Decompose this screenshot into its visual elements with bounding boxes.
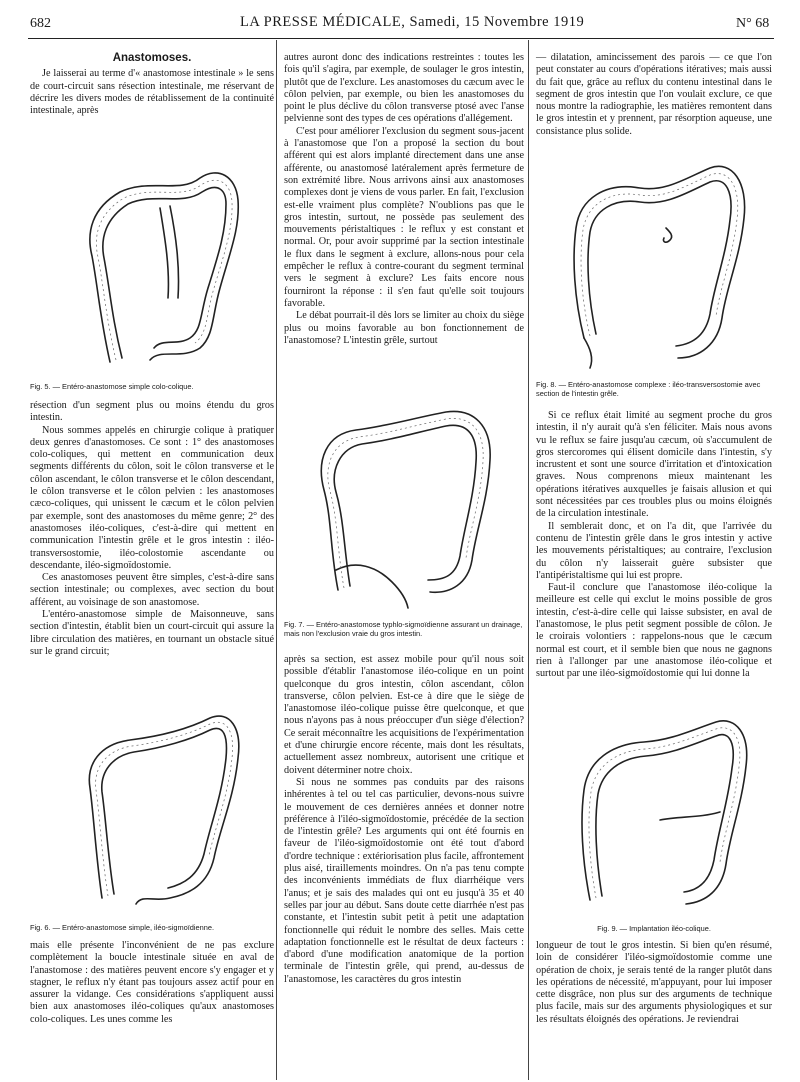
paragraph: autres auront donc des indications restreintes : toutes les fois qu'il s'agira, par exemple, de soulager le gros intestin, plutôt que de l'exclure. Les anastomoses du cæcum avec le côlon pelvien, par exemple, ou bien les anastomoses du point le plus déclive du côlon transverse ptosé avec l'anse pelvienne sont des types de ces opérations d'allégement. bbox=[284, 52, 524, 125]
paragraph: après sa section, est assez mobile pour qu'il nous soit possible d'établir l'anastomose iléo-colique en un point quelconque du gros intestin, côlon ascendant, côlon transverse, côlon pelvien. Est-ce à dire que le siège de l'anastomose iléo-colique puisse être quelconque, et que nous n'ayons pas à nous préoccuper d'un siège d'élection? Ce serait méconnaître les acquisitions de l'expérimentation et d'une chirurgie encore récente, mais dont les résultats, actuellement assez nombreux, autorisent une critique et doivent déterminer notre choix. bbox=[284, 654, 524, 776]
colon-diagram-fig6 bbox=[50, 698, 260, 913]
paragraph: Le débat pourrait-il dès lors se limiter au choix du siège plus ou moins favorable au bon fonctionnement de l'anastomose? L'intestin grêle, surtout bbox=[284, 310, 524, 346]
paragraph: Je laisserai au terme d'« anastomose intestinale » le sens de court-circuit sans résection intestinale, me réservant de décrire les divers modes de rétablissement de la continuité intestinale, après bbox=[30, 68, 274, 117]
issue-number: N° 68 bbox=[736, 16, 770, 31]
figure-6 bbox=[50, 698, 260, 913]
paragraph: Si nous ne sommes pas conduits par des raisons inhérentes à tel ou tel cas particulier, devons-nous suivre le mouvement de ces dernières années et donner notre préférence à l'iléo-sigmoïdostomie, précédée de la section de l'intestin grêle? Les arguments qui ont été fournis en faveur de l'iléo-sigmoïdostomie ont été tout d'abord d'ordre technique : extériorisation plus facile, affrontement plus aisé, tiraillements moindres. On n'a pas tenu compte des inconvénients immédiats de flux diarrhéique vers l'anus; et je sais des malades qui ont eu jusqu'à 35 et 40 selles par jour au début. Sans doute cette diarrhée n'est pas constante, et l'intestin subit petit à petit une adaptation fonctionnelle qui réduit le nombre des selles. Mais cette adaptation fonctionnelle est le résultat de deux facteurs : d'abord d'une modification anatomique de la portion terminale de l'intestin grêle, qui prend, au-dessus de l'anastomose, les caractères du gros intestin bbox=[284, 776, 524, 985]
colon-diagram-fig7 bbox=[296, 390, 511, 610]
column-1-middle bbox=[30, 400, 274, 658]
colon-diagram-fig9 bbox=[560, 700, 760, 915]
paragraph: L'entéro-anastomose simple de Maisonneuve, sans section d'intestin, établit bien un court-circuit qui assure la libre circulation des matières, en tournant un obstacle situé sur le grand circuit; bbox=[30, 609, 274, 657]
figure-6-caption: Fig. 6. — Entéro-anastomose simple, iléo-sigmoïdienne. bbox=[30, 923, 215, 932]
figure-5 bbox=[50, 148, 260, 376]
column-3-middle bbox=[536, 410, 772, 681]
page-number: 682 bbox=[30, 16, 51, 31]
paragraph: Ces anastomoses peuvent être simples, c'est-à-dire sans section intestinale; ou complexes, avec section du bout afférent, au voisinage de son anastomose. bbox=[30, 572, 274, 608]
figure-7-caption: Fig. 7. — Entéro-anastomose typhlo-sigmoïdienne assurant un drainage, mais non l'exclusion vraie du gros intestin. bbox=[284, 620, 523, 638]
column-1-bottom bbox=[30, 940, 274, 1026]
column-2-bottom bbox=[284, 654, 524, 986]
running-title: LA PRESSE MÉDICALE, Samedi, 15 Novembre 1919 bbox=[240, 14, 585, 30]
figure-5-caption: Fig. 5. — Entéro-anastomose simple colo-colique. bbox=[30, 382, 194, 391]
paragraph: Faut-il conclure que l'anastomose iléo-colique la meilleure est celle qui exclut le moins possible de gros intestin, c'est-à-dire celle qui laisse subsister, en aval de l'anastomose, le plus petit segment possible de côlon. Je le croirais volontiers : rappelons-nous que le cæcum normal est court, et il semble bien que nous ne gagnons rien à l'allonger par une anastomose iléo-colique et surtout par une iléo-sigmoïdostomie qui lui donne la bbox=[536, 582, 772, 680]
column-2-top bbox=[284, 52, 524, 347]
paragraph: Il semblerait donc, et on l'a dit, que l'arrivée du contenu de l'intestin grêle dans le gros intestin y active les mouvements péristaltiques; au contraire, l'exclusion du côlon n'y laisserait guère subsister que l'antipéristaltisme qui lui est propre. bbox=[536, 520, 772, 581]
paragraph: Nous sommes appelés en chirurgie colique à pratiquer deux genres d'anastomoses. Ce sont : 1° des anastomoses colo-coliques, qui mettent en communication deux segments différents du côlon, soit le côlon transverse et le côlon ascendant, le côlon transverse et le côlon descendant, le côlon transverse et le côlon pelvien : les anastomoses cæco-coliques, qui unissent le cæcum et le côlon pelvien par exemple, sont des anastomoses du même genre; 2° des anastomoses iléo-coliques, c'est-à-dire qui mettent en communication l'intestin grêle et le gros intestin : iléo-transversostomie, iléo-colostomie ascendante ou descendante, iléo-sigmoïdostomie. bbox=[30, 424, 274, 571]
paragraph: Si ce reflux était limité au segment proche du gros intestin, il n'y aurait qu'à s'en féliciter. Mais nous avons vu le reflux se faire jusqu'au cæcum, où s'accumulent de gros stercoromes qui élisent domicile dans l'intestin, s'y incrustent et sont une source d'irritation et d'intoxication graves. Nous comprenons mieux maintenant les opérations itératives auxquelles je faisais allusion et qui sont nécessitées par ces troubles plus ou moins éloignés de la circulation intestinale. bbox=[536, 410, 772, 520]
column-divider bbox=[276, 40, 277, 1080]
column-1-top bbox=[30, 52, 274, 117]
column-3-bottom bbox=[536, 940, 772, 1026]
paragraph: C'est pour améliorer l'exclusion du segment sous-jacent à l'anastomose que l'on a proposé la section du bout afférent qui est alors implanté directement dans une anse afférente, ou anastomosé latéralement après fermeture de son extrémité libre. Nous arrivons ainsi aux anastomoses complexes dont je viens de vous parler. En fait, l'exclusion est-elle vraiment plus complète? N'oublions pas que le gros intestin, surtout, ne possède pas seulement des mouvements péristaltiques : le reflux y est constant et normal. Or, pour avoir supprimé par la section intestinale le flux dans le segment à exclure, allons-nous pour cela empêcher le reflux à contre-courant du segment terminal vers le segment à exclure? Les faits encore nous fourniront la réponse : il s'en faut qu'elle soit toujours favorable. bbox=[284, 125, 524, 309]
figure-9 bbox=[560, 700, 760, 915]
paragraph: résection d'un segment plus ou moins étendu du gros intestin. bbox=[30, 400, 274, 424]
figure-7 bbox=[296, 390, 511, 610]
figure-9-caption: Fig. 9. — Implantation iléo-colique. bbox=[597, 924, 711, 933]
header-rule bbox=[28, 38, 774, 39]
paragraph: longueur de tout le gros intestin. Si bien qu'en résumé, loin de considérer l'iléo-sigmoïdostomie comme une opération de choix, je serais tenté de la ranger plutôt dans les opérations de nécessité, m'appuyant, pour lui imposer cette disgrâce, non plus sur des arguments de technique plus facile, mais sur des arguments physiologiques et sur les résultats éloignés des opérations. Je reviendrai bbox=[536, 940, 772, 1025]
figure-8-caption: Fig. 8. — Entéro-anastomose complexe : iléo-transversostomie avec section de l'intestin grêle. bbox=[536, 380, 761, 398]
column-divider bbox=[528, 40, 529, 1080]
paragraph: — dilatation, amincissement des parois — ce que l'on peut constater au cours d'opérations itératives; mais aussi du fait que, grâce au reflux du contenu intestinal dans le segment de gros intestin que l'on voulait exclure, ce que nous montre la radiographie, les matières remontent dans le gros intestin et y prennent, par résorption aqueuse, une consistance plus solide. bbox=[536, 52, 772, 137]
figure-8 bbox=[550, 148, 760, 373]
colon-diagram-fig5 bbox=[50, 148, 260, 376]
colon-diagram-fig8 bbox=[550, 148, 760, 373]
column-3-top bbox=[536, 52, 772, 138]
page-header bbox=[0, 0, 800, 40]
paragraph: mais elle présente l'inconvénient de ne pas exclure complètement la boucle intestinale située en aval de l'anastomose : des matières peuvent encore s'y engager et y stagner, le reflux n'y étant pas toujours assez actif pour en assurer la vidange. Ces considérations s'appliquent aussi bien aux anastomoses iléo-coliques qu'aux anastomoses colo-coliques. Les unes comme les bbox=[30, 940, 274, 1025]
section-heading: Anastomoses. bbox=[112, 52, 192, 64]
